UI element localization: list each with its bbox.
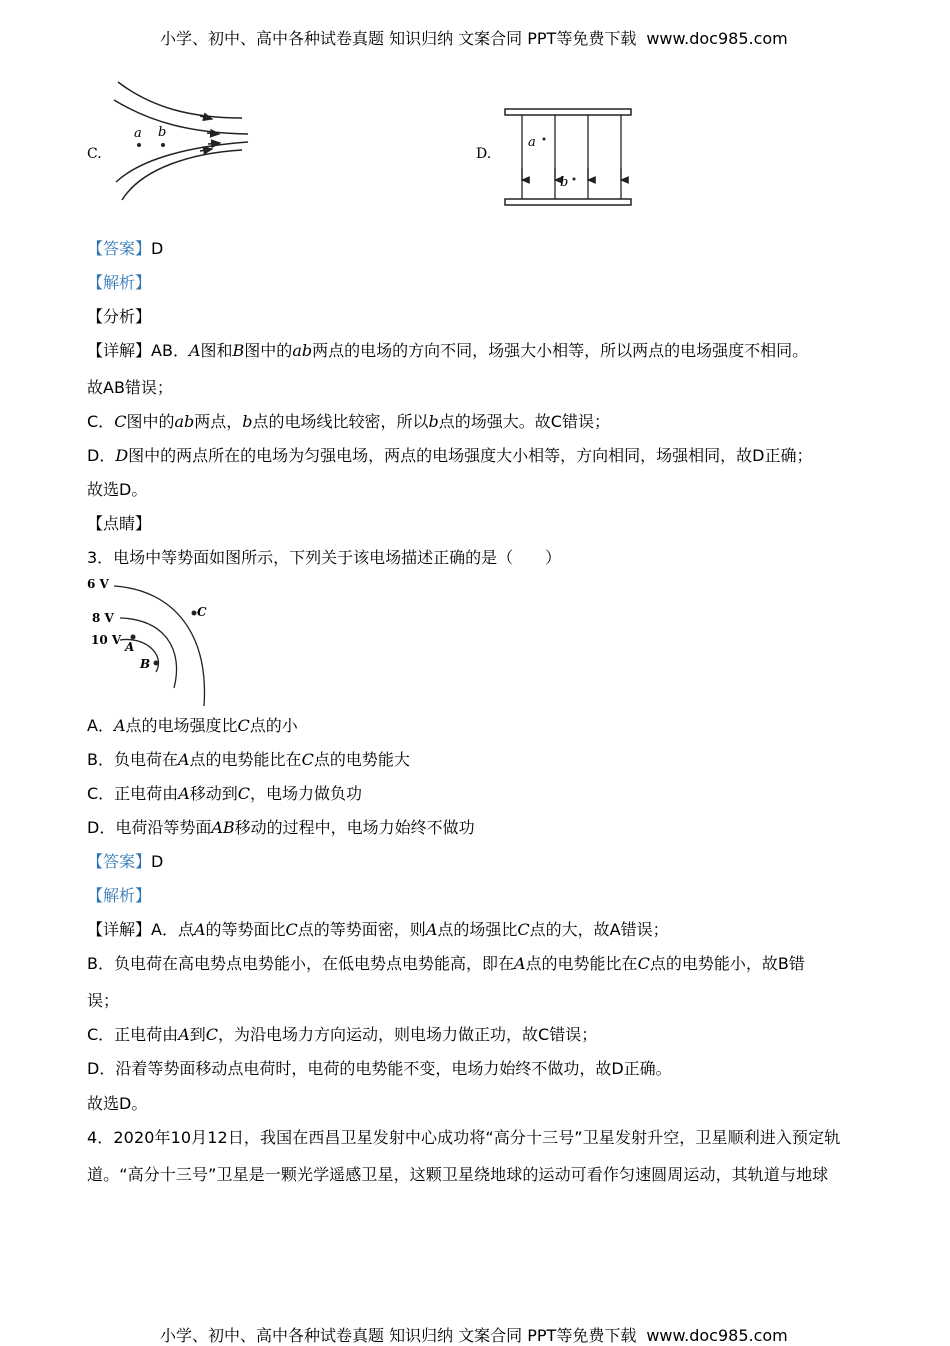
q4-line1: 4．2020年10月12日，我国在西昌卫星发射中心成功将“高分十三号”卫星发射升空，卫星顺利进入预定轨 bbox=[87, 1128, 841, 1147]
label-b: B bbox=[140, 657, 151, 671]
point-a bbox=[137, 143, 141, 147]
answer-value: D bbox=[151, 239, 164, 258]
label-b: b bbox=[158, 125, 167, 140]
header-text: 小学、初中、高中各种试卷真题 知识归纳 文案合同 PPT等免费下载 bbox=[160, 29, 637, 48]
q3-detail-d: D．沿着等势面移动点电荷时，电荷的电势能不变，电场力始终不做功，故D正确。 bbox=[87, 1059, 672, 1078]
field-line bbox=[122, 150, 242, 200]
label-c: C bbox=[197, 605, 207, 619]
point-a bbox=[131, 635, 136, 640]
point-b bbox=[154, 661, 159, 666]
q3-detail-b: B．负电荷在高电势点电势能小，在低电势点电势能高，即在A点的电势能比在C点的电势能小，故B错 bbox=[87, 954, 805, 973]
q2-dianjing: 【点睛】 bbox=[87, 514, 152, 533]
q2-detail-line1: 【详解】AB．A图和B图中的ab两点的电场的方向不同，场强大小相等，所以两点的电场强度不相同。 bbox=[87, 341, 809, 360]
q2-analysis-tag: 【解析】 bbox=[87, 273, 152, 292]
q3-detail-c: C．正电荷由A到C，为沿电场力方向运动，则电场力做正功，故C错误； bbox=[87, 1025, 598, 1044]
label-6v: 6 V bbox=[87, 577, 109, 591]
q2-detail-d: D．D图中的两点所在的电场为匀强电场，两点的电场强度大小相等，方向相同，场强相同，故D正确； bbox=[87, 446, 813, 465]
q3-option-c[interactable]: C．正电荷由A移动到C，电场力做负功 bbox=[87, 784, 363, 803]
point-c bbox=[192, 611, 197, 616]
label-8v: 8 V bbox=[92, 611, 114, 625]
top-plate bbox=[505, 109, 631, 115]
label-10v: 10 V bbox=[91, 633, 122, 647]
q3-answer: 【答案】D bbox=[87, 852, 164, 871]
q3-analysis-tag: 【解析】 bbox=[87, 886, 152, 905]
point-a bbox=[543, 138, 546, 141]
answer-tag: 【答案】 bbox=[87, 239, 152, 258]
label-a: A bbox=[125, 640, 135, 654]
uniform-field-figure-d bbox=[502, 106, 634, 210]
q2-fenxi-tag: 【分析】 bbox=[87, 307, 152, 326]
option-d-label: D. bbox=[476, 146, 492, 162]
q2-detail-c: C．C图中的ab两点，b点的电场线比较密，所以b点的场强大。故C错误； bbox=[87, 412, 610, 431]
q3-detail-b-cont: 误； bbox=[87, 991, 120, 1010]
q3-option-a[interactable]: A．A点的电场强度比C点的小 bbox=[87, 716, 298, 735]
footer-text: 小学、初中、高中各种试卷真题 知识归纳 文案合同 PPT等免费下载 bbox=[160, 1326, 637, 1345]
bottom-plate bbox=[505, 199, 631, 205]
header-url[interactable]: www.doc985.com bbox=[646, 29, 788, 48]
footer-url[interactable]: www.doc985.com bbox=[646, 1326, 788, 1345]
field-lines-figure-c bbox=[112, 78, 254, 210]
q2-choose: 故选D。 bbox=[87, 480, 148, 499]
q3-option-d[interactable]: D．电荷沿等势面AB移动的过程中，电场力始终不做功 bbox=[87, 818, 475, 837]
point-b bbox=[161, 143, 165, 147]
page-footer bbox=[160, 1323, 788, 1346]
q3-option-b[interactable]: B．负电荷在A点的电势能比在C点的电势能大 bbox=[87, 750, 410, 769]
point-b bbox=[573, 178, 576, 181]
option-c-label: C. bbox=[87, 146, 102, 162]
field-line bbox=[116, 142, 248, 182]
label-a: a bbox=[134, 126, 142, 141]
q3-stem: 3．电场中等势面如图所示，下列关于该电场描述正确的是（ ） bbox=[87, 548, 562, 567]
equipotential-figure bbox=[84, 574, 214, 708]
q3-detail-a: 【详解】A．点A的等势面比C点的等势面密，则A点的场强比C点的大，故A错误； bbox=[87, 920, 669, 939]
q2-detail-line2: 故AB错误； bbox=[87, 378, 173, 397]
label-b: b bbox=[560, 175, 569, 190]
label-a: a bbox=[528, 135, 536, 150]
q4-line2: 道。“高分十三号”卫星是一颗光学遥感卫星，这颗卫星绕地球的运动可看作匀速圆周运动，其轨道与地球 bbox=[87, 1165, 829, 1184]
q2-answer bbox=[87, 238, 163, 260]
q3-choose: 故选D。 bbox=[87, 1094, 148, 1113]
page-header bbox=[160, 26, 788, 49]
